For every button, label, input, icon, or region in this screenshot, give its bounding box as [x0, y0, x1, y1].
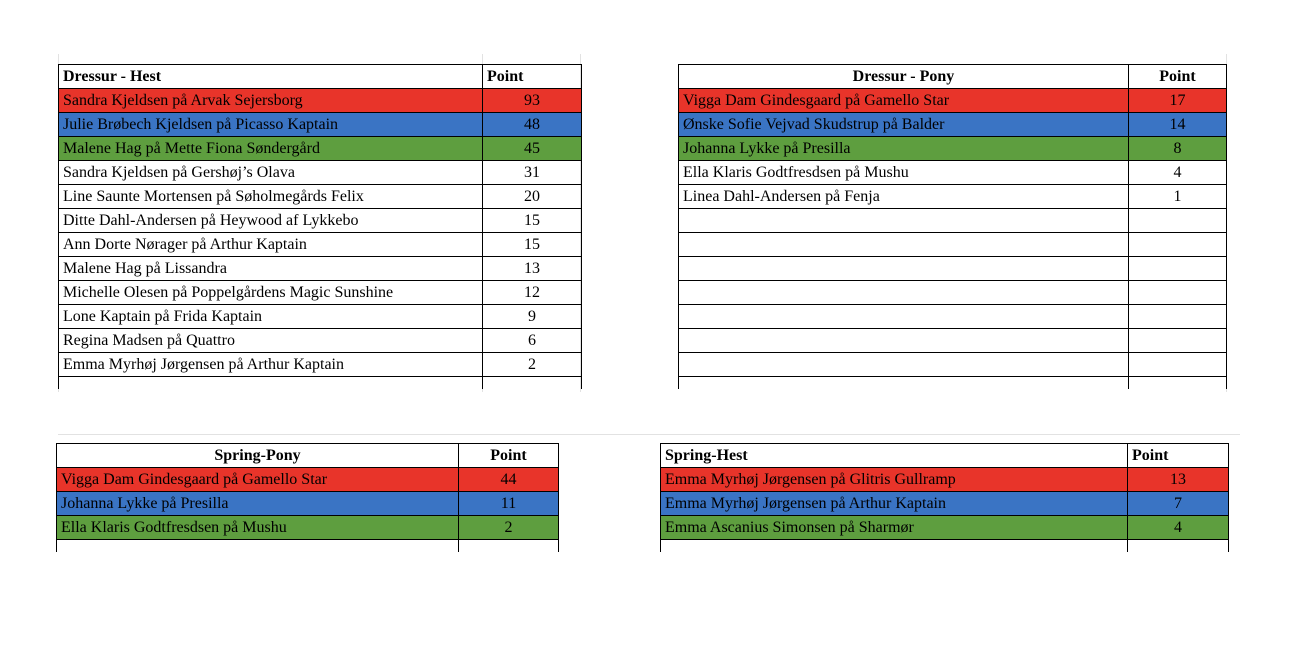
table-row [679, 137, 1227, 161]
rider-cell[interactable]: Ditte Dahl-Andersen på Heywood af Lykkebo [59, 209, 483, 233]
empty-cell[interactable] [1129, 353, 1227, 377]
rider-cell[interactable]: Linea Dahl-Andersen på Fenja [679, 185, 1129, 209]
table-title[interactable]: Dressur - Hest [59, 65, 483, 89]
empty-row [679, 329, 1227, 353]
points-cell[interactable]: 13 [483, 257, 582, 281]
points-cell[interactable]: 13 [1128, 468, 1229, 492]
header-row [57, 444, 559, 468]
points-cell[interactable]: 6 [483, 329, 582, 353]
table-row [59, 329, 582, 353]
table-row [59, 257, 582, 281]
table-row [59, 185, 582, 209]
table-row [57, 492, 559, 516]
table-title[interactable]: Spring-Hest [661, 444, 1128, 468]
table-title[interactable]: Spring-Pony [57, 444, 459, 468]
empty-cell[interactable] [57, 540, 459, 553]
rider-cell[interactable]: Regina Madsen på Quattro [59, 329, 483, 353]
points-header[interactable]: Point [1128, 444, 1229, 468]
points-cell[interactable]: 44 [459, 468, 559, 492]
rider-cell[interactable]: Emma Myrhøj Jørgensen på Glitris Gullramp [661, 468, 1128, 492]
points-cell[interactable]: 4 [1128, 516, 1229, 540]
table-row [59, 305, 582, 329]
rider-cell[interactable]: Sandra Kjeldsen på Gershøj’s Olava [59, 161, 483, 185]
empty-cell[interactable] [1129, 209, 1227, 233]
table-row [59, 113, 582, 137]
table-row [679, 161, 1227, 185]
header-row [661, 444, 1229, 468]
rider-cell[interactable]: Lone Kaptain på Frida Kaptain [59, 305, 483, 329]
empty-cell[interactable] [1129, 233, 1227, 257]
empty-row [679, 305, 1227, 329]
rider-cell[interactable]: Johanna Lykke på Presilla [679, 137, 1129, 161]
rider-cell[interactable]: Line Saunte Mortensen på Søholmegårds Felix [59, 185, 483, 209]
empty-cell[interactable] [459, 540, 559, 553]
rider-cell[interactable]: Ella Klaris Godtfresdsen på Mushu [57, 516, 459, 540]
points-header[interactable]: Point [483, 65, 582, 89]
table-spring-hest [660, 443, 1229, 552]
rider-cell[interactable]: Johanna Lykke på Presilla [57, 492, 459, 516]
points-cell[interactable]: 4 [1129, 161, 1227, 185]
points-cell[interactable]: 15 [483, 209, 582, 233]
rider-cell[interactable]: Vigga Dam Gindesgaard på Gamello Star [57, 468, 459, 492]
rider-cell[interactable]: Malene Hag på Lissandra [59, 257, 483, 281]
table-row [661, 468, 1229, 492]
empty-row [679, 281, 1227, 305]
rider-cell[interactable]: Emma Ascanius Simonsen på Sharmør [661, 516, 1128, 540]
empty-cell[interactable] [679, 329, 1129, 353]
points-cell[interactable]: 14 [1129, 113, 1227, 137]
rider-cell[interactable]: Ella Klaris Godtfresdsen på Mushu [679, 161, 1129, 185]
empty-cell[interactable] [1129, 377, 1227, 390]
points-cell[interactable]: 1 [1129, 185, 1227, 209]
empty-cell[interactable] [1129, 281, 1227, 305]
table-row [57, 468, 559, 492]
header-row [679, 65, 1227, 89]
points-cell[interactable]: 12 [483, 281, 582, 305]
empty-cell[interactable] [679, 281, 1129, 305]
rider-cell[interactable]: Ann Dorte Nørager på Arthur Kaptain [59, 233, 483, 257]
points-cell[interactable]: 45 [483, 137, 582, 161]
table-row [59, 281, 582, 305]
table-dressur-pony [678, 64, 1227, 389]
points-cell[interactable]: 2 [459, 516, 559, 540]
points-cell[interactable]: 11 [459, 492, 559, 516]
empty-cell[interactable] [1128, 540, 1229, 553]
empty-cell[interactable] [679, 209, 1129, 233]
table-title[interactable]: Dressur - Pony [679, 65, 1129, 89]
table-spring-pony [56, 443, 559, 552]
points-cell[interactable]: 48 [483, 113, 582, 137]
rider-cell[interactable]: Ønske Sofie Vejvad Skudstrup på Balder [679, 113, 1129, 137]
empty-row [679, 257, 1227, 281]
rider-cell[interactable]: Emma Myrhøj Jørgensen på Arthur Kaptain [59, 353, 483, 377]
empty-cell[interactable] [661, 540, 1128, 553]
table-row [679, 185, 1227, 209]
points-cell[interactable]: 17 [1129, 89, 1227, 113]
points-cell[interactable]: 31 [483, 161, 582, 185]
table-dressur-hest [58, 64, 582, 389]
empty-row [679, 233, 1227, 257]
header-row [59, 65, 582, 89]
empty-cell[interactable] [679, 377, 1129, 390]
empty-row [679, 377, 1227, 390]
empty-cell[interactable] [1129, 305, 1227, 329]
empty-cell[interactable] [59, 377, 483, 390]
table-row [679, 113, 1227, 137]
table-row [661, 492, 1229, 516]
points-header[interactable]: Point [459, 444, 559, 468]
table-row [59, 209, 582, 233]
points-cell[interactable]: 20 [483, 185, 582, 209]
rider-cell[interactable]: Michelle Olesen på Poppelgårdens Magic Sunshine [59, 281, 483, 305]
points-cell[interactable]: 9 [483, 305, 582, 329]
empty-row [661, 540, 1229, 553]
empty-row [679, 209, 1227, 233]
points-cell[interactable]: 2 [483, 353, 582, 377]
points-cell[interactable]: 15 [483, 233, 582, 257]
empty-cell[interactable] [1129, 329, 1227, 353]
rider-cell[interactable]: Vigga Dam Gindesgaard på Gamello Star [679, 89, 1129, 113]
rider-cell[interactable]: Sandra Kjeldsen på Arvak Sejersborg [59, 89, 483, 113]
table-row [59, 137, 582, 161]
table-row [661, 516, 1229, 540]
empty-row [57, 540, 559, 553]
table-row [59, 89, 582, 113]
empty-cell[interactable] [483, 377, 582, 390]
empty-cell[interactable] [679, 233, 1129, 257]
points-header[interactable]: Point [1129, 65, 1227, 89]
empty-cell[interactable] [679, 257, 1129, 281]
empty-cell[interactable] [679, 353, 1129, 377]
rider-cell[interactable]: Malene Hag på Mette Fiona Søndergård [59, 137, 483, 161]
table-row [57, 516, 559, 540]
rider-cell[interactable]: Julie Brøbech Kjeldsen på Picasso Kaptain [59, 113, 483, 137]
table-row [59, 353, 582, 377]
empty-cell[interactable] [679, 305, 1129, 329]
empty-row [59, 377, 582, 390]
gridline [58, 434, 1240, 435]
table-row [59, 161, 582, 185]
rider-cell[interactable]: Emma Myrhøj Jørgensen på Arthur Kaptain [661, 492, 1128, 516]
table-row [59, 233, 582, 257]
points-cell[interactable]: 93 [483, 89, 582, 113]
table-row [679, 89, 1227, 113]
points-cell[interactable]: 8 [1129, 137, 1227, 161]
points-cell[interactable]: 7 [1128, 492, 1229, 516]
empty-cell[interactable] [1129, 257, 1227, 281]
empty-row [679, 353, 1227, 377]
